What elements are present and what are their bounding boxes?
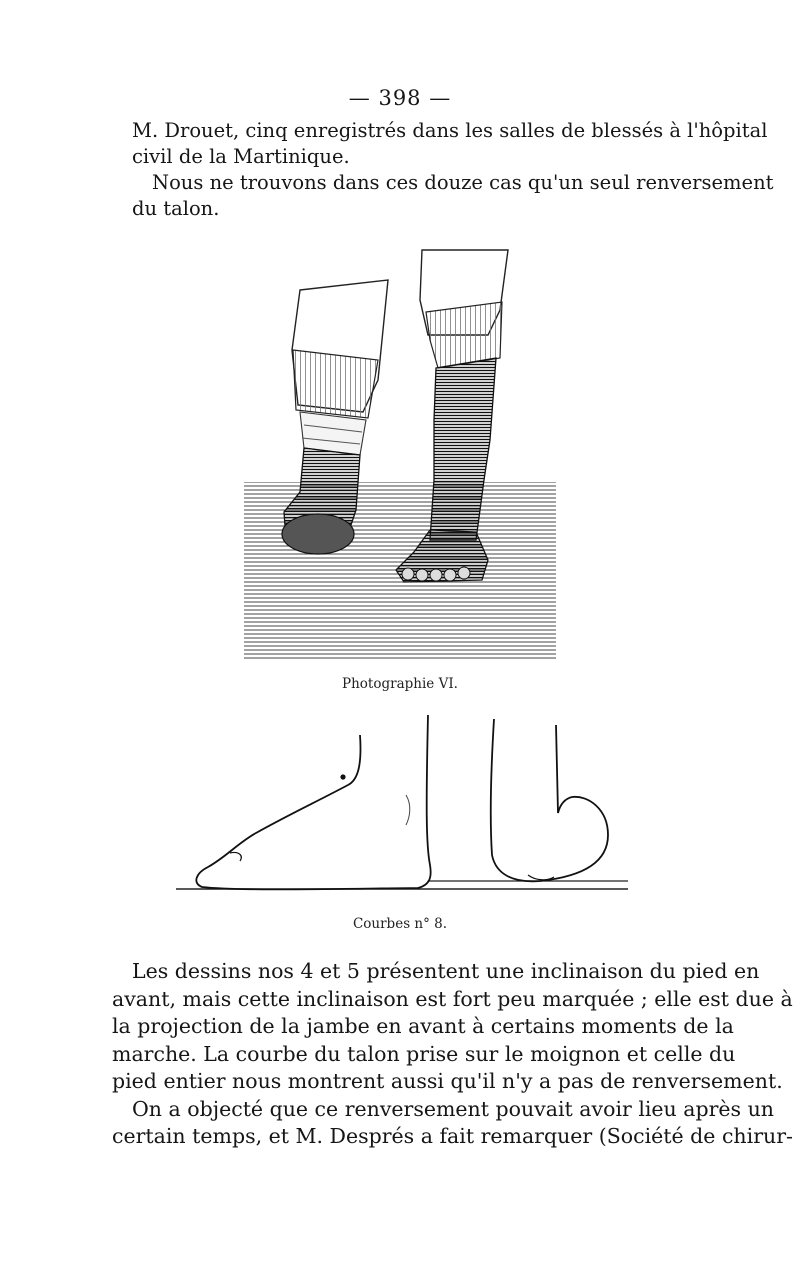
foot-outline-curves-icon xyxy=(168,705,638,905)
text-line: certain temps, et M. Després a fait remarquer (Société de chirur- xyxy=(112,1124,793,1148)
text-line: civil de la Martinique. xyxy=(132,145,350,168)
figure-caption: Courbes n° 8. xyxy=(352,916,448,932)
text-line: On a objecté que ce renversement pouvait avoir lieu après un xyxy=(132,1096,774,1121)
paragraph-intro xyxy=(132,118,774,222)
text-line: la projection de la jambe en avant à certains moments de la xyxy=(112,1014,734,1038)
text-line: Les dessins nos 4 et 5 présentent une inclinaison du pied en xyxy=(132,959,760,983)
figure-caption: Photographie VI. xyxy=(342,676,458,692)
text-line: marche. La courbe du talon prise sur le moignon et celle du xyxy=(112,1041,736,1066)
page-number: — 398 — xyxy=(348,86,452,110)
paragraph-discussion xyxy=(112,958,793,1151)
text-line: M. Drouet, cinq enregistrés dans les salles de blessés à l'hôpital xyxy=(132,119,768,142)
foot-curves-figure xyxy=(168,705,638,905)
photograph-feet-icon xyxy=(238,240,568,670)
text-line: Nous ne trouvons dans ces douze cas qu'un seul renversement xyxy=(152,171,774,194)
text-line: avant, mais cette inclinaison est fort peu marquée ; elle est due à xyxy=(112,986,793,1011)
text-line: pied entier nous montrent aussi qu'il n'y a pas de renversement. xyxy=(112,1069,783,1093)
photograph-feet-figure xyxy=(238,240,568,670)
text-line: du talon. xyxy=(132,197,220,220)
